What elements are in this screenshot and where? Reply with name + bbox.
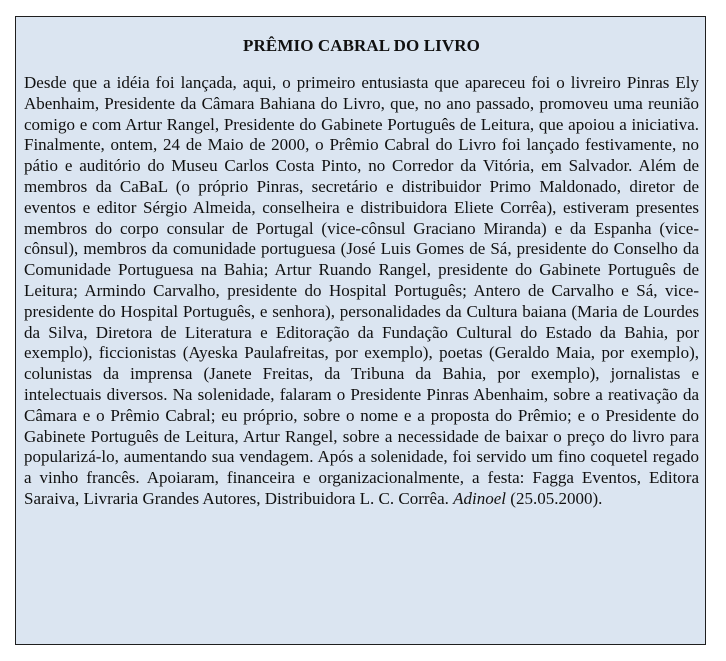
article-signature: Adinoel xyxy=(453,488,507,508)
article-body xyxy=(24,73,699,510)
article-date: (25.05.2000). xyxy=(510,488,603,508)
article-title: PRÊMIO CABRAL DO LIVRO xyxy=(243,36,480,55)
article-body-text: Desde que a idéia foi lançada, aqui, o primeiro entusiasta que apareceu foi o livreiro Pinras Ely Abenhaim, Presidente da Câmara Bahiana do Livro, que, no ano passado, promoveu uma reunião comigo e com Artur Rangel, Presidente do Gabinete Português de Leitura, que apoiou a iniciativa. Finalmente, ontem, 24 de Maio de 2000, o Prêmio Cabral do Livro foi lançado festivamente, no pátio e auditório do Museu Carlos Costa Pinto, no Corredor da Vitória, em Salvador. Além de membros da CaBaL (o próprio Pinras, secretário e distribuidor Primo Maldonado, diretor de eventos e editor Sérgio Almeida, conselheira e distribuidora Eliete Corrêa), estiveram presentes membros do corpo consular de Portugal (vice-cônsul Graciano Miranda) e da Espanha (vice-cônsul), membros da comunidade portuguesa (José Luis Gomes de Sá, presidente do Conselho da Comunidade Portuguesa na Bahia; Artur Ruando Rangel, presidente do Gabinete Português de Leitura; Armindo Carvalho, presidente do Hospital Português; Antero de Carvalho e Sá, vice-presidente do Hospital Português, e senhora), personalidades da Cultura baiana (Maria de Lourdes da Silva, Diretora de Literatura e Editoração da Fundação Cultural do Estado da Bahia, por exemplo), ficcionistas (Ayeska Paulafreitas, por exemplo), poetas (Geraldo Maia, por exemplo), colunistas da imprensa (Janete Freitas, da Tribuna da Bahia, por exemplo), jornalistas e intelectuais diversos. Na solenidade, falaram o Presidente Pinras Abenhaim, sobre a reativação da Câmara e o Prêmio Cabral; eu próprio, sobre o nome e a proposta do Prêmio; e o Presidente do Gabinete Português de Leitura, Artur Rangel, sobre a necessidade de baixar o preço do livro para popularizá-lo, aumentando sua vendagem. Após a solenidade, foi servido um fino coquetel regado a vinho francês. Apoiaram, financeira e organizacionalmente, a festa: Fagga Eventos, Editora Saraiva, Livraria Grandes Autores, Distribuidora L. C. Corrêa. xyxy=(24,73,699,508)
article-box xyxy=(15,16,706,645)
